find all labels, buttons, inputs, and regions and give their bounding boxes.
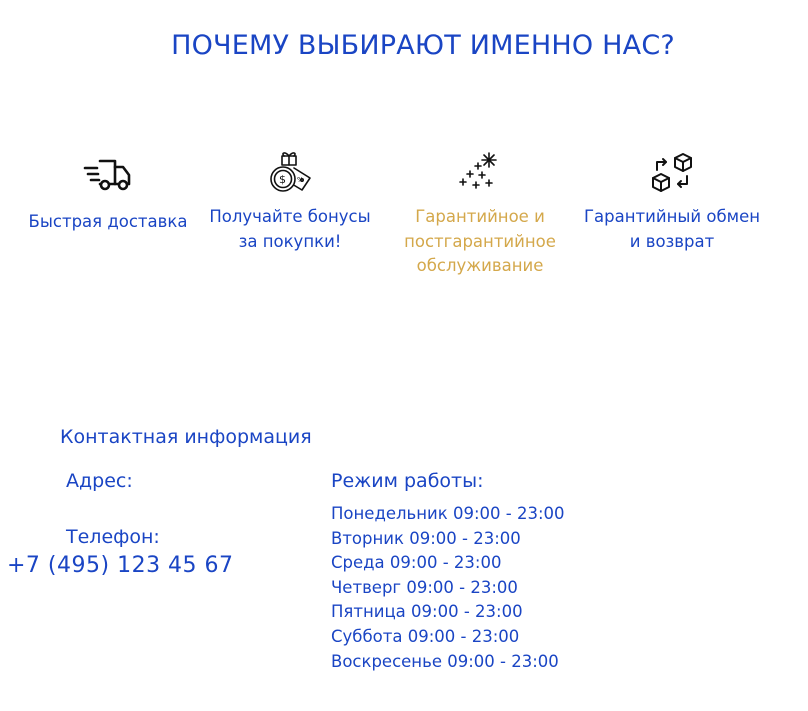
address-label: Адрес:	[66, 470, 133, 492]
hours-item-tuesday: Вторник 09:00 - 23:00	[331, 528, 521, 548]
delivery-truck-icon	[82, 150, 134, 198]
feature-label: Быстрая доставка	[28, 212, 188, 231]
contact-section-title: Контактная информация	[60, 426, 312, 448]
working-hours-title: Режим работы:	[331, 470, 484, 492]
hours-item-wednesday: Среда 09:00 - 23:00	[331, 553, 502, 573]
hours-item-saturday: Суббота 09:00 - 23:00	[331, 626, 520, 646]
feature-exchange-return	[582, 150, 762, 254]
working-hours-list	[331, 502, 565, 674]
feature-label: Получайте бонусы за покупки!	[209, 207, 371, 251]
sparkles-icon	[454, 150, 506, 198]
hours-item-thursday: Четверг 09:00 - 23:00	[331, 577, 518, 597]
svg-text:$: $	[279, 173, 286, 186]
feature-warranty-service	[390, 150, 570, 279]
phone-number[interactable]: +7 (495) 123 45 67	[7, 553, 234, 578]
feature-fast-delivery	[18, 150, 198, 235]
page-title: ПОЧЕМУ ВЫБИРАЮТ ИМЕННО НАС?	[171, 30, 675, 61]
phone-label: Телефон:	[66, 526, 160, 548]
feature-label: Гарантийный обмен и возврат	[583, 207, 761, 251]
hours-item-monday: Понедельник 09:00 - 23:00	[331, 504, 565, 523]
hours-item-sunday: Воскресенье 09:00 - 23:00	[331, 651, 559, 671]
boxes-exchange-icon	[646, 150, 698, 198]
hours-item-friday: Пятница 09:00 - 23:00	[331, 602, 523, 622]
bonus-gift-coin-icon	[264, 150, 316, 198]
svg-text:%: %	[297, 176, 304, 184]
feature-bonuses	[200, 150, 380, 254]
feature-label: Гарантийное и постгарантийное обслуживание	[404, 207, 556, 275]
